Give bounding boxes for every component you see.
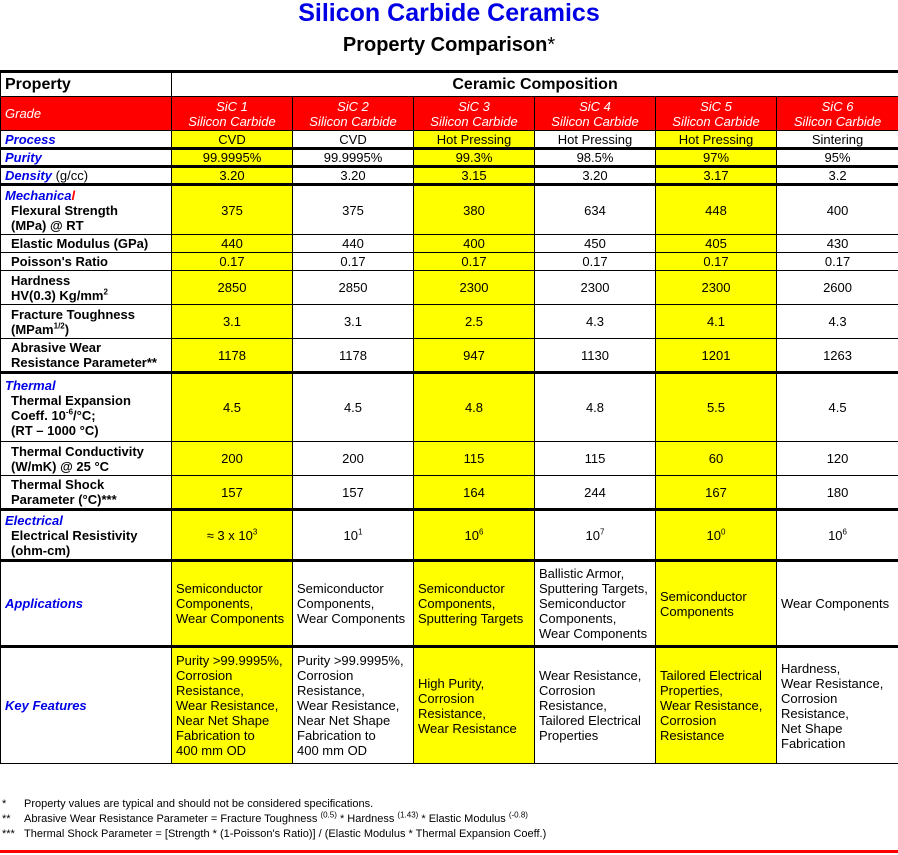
grade-cell	[414, 97, 535, 131]
subtitle-text: Property Comparison	[342, 34, 548, 56]
features-label: Key Features	[5, 698, 87, 713]
footnote-sup: (-0.8)	[508, 810, 528, 820]
fracture-label-2-sup: 1/2	[53, 321, 65, 331]
shock-label-1: Thermal Shock	[11, 477, 105, 492]
footnote-sup: (1.43)	[397, 810, 419, 820]
cell-line: Tailored Electrical	[660, 668, 762, 683]
resistivity-exp: 0	[721, 527, 726, 537]
header-composition: Ceramic Composition	[172, 72, 898, 97]
value-cell: 947	[414, 339, 535, 373]
footnote-mark: ***	[2, 828, 15, 840]
value-cell: 4.5	[172, 373, 293, 442]
cell-line: Properties,	[660, 683, 723, 698]
cell-line: Sputtering Targets,	[539, 581, 648, 596]
value-cell: 4.3	[535, 305, 656, 339]
grade-sub: Silicon Carbide	[188, 113, 276, 129]
value-cell: 1178	[293, 339, 414, 373]
resistivity-base: ≈ 3 x 10	[206, 527, 253, 543]
grade-name: SiC 5	[700, 98, 732, 114]
value-cell: 448	[656, 185, 777, 235]
grade-sub: Silicon Carbide	[551, 113, 639, 129]
value-cell: 375	[293, 185, 414, 235]
value-cell: 1201	[656, 339, 777, 373]
resistivity-base: 10	[585, 527, 600, 543]
value-cell: 450	[535, 235, 656, 253]
grade-sub: Silicon Carbide	[793, 113, 882, 129]
hardness-label-1: Hardness	[11, 272, 71, 288]
grade-label: Grade	[1, 97, 172, 131]
cell-line: Ballistic Armor,	[539, 566, 625, 581]
footnote-text: * Hardness	[336, 813, 398, 825]
cell-line: Sputtering Targets	[418, 611, 524, 626]
grade-name: SiC 1	[216, 98, 248, 114]
value-cell: 0.17	[535, 253, 656, 271]
resistivity-label-1: Electrical Resistivity	[11, 527, 138, 543]
hardness-label-2-sup: 2	[103, 287, 108, 297]
grade-name: SiC 2	[337, 98, 369, 114]
features-cell	[535, 647, 656, 764]
mechanical-section-text: Mechanica	[5, 187, 72, 203]
cell-line: Properties	[539, 728, 599, 743]
applications-cell	[293, 561, 414, 647]
value-cell: 99.9995%	[293, 149, 414, 167]
cell-line: Semiconductor	[418, 581, 505, 596]
value-cell: 5.5	[656, 373, 777, 442]
value-cell: Hot Pressing	[535, 131, 656, 149]
cell-line: Net Shape	[781, 720, 843, 736]
value-cell	[293, 510, 414, 561]
header-row	[1, 72, 898, 97]
cell-line: Components,	[176, 596, 254, 611]
thermal-section-label: Thermal	[5, 377, 56, 393]
footnote-text: Abrasive Wear Resistance Parameter = Fracture Toughness	[24, 813, 321, 825]
cell-line: Corrosion	[539, 683, 596, 698]
cell-line: Purity >99.9995%,	[176, 653, 283, 668]
cell-line: Corrosion	[418, 690, 475, 706]
footnote-2	[2, 812, 896, 827]
value-cell: 180	[777, 476, 898, 510]
grade-cell	[656, 97, 777, 131]
conductivity-label-cell	[1, 442, 172, 476]
grade-name: SiC 3	[458, 98, 490, 114]
footnote-mark: **	[2, 813, 11, 825]
features-cell	[172, 647, 293, 764]
cell-line: Wear Components	[297, 611, 406, 626]
cell-line: Corrosion	[176, 668, 233, 683]
value-cell: 3.1	[293, 305, 414, 339]
resistivity-base: 10	[464, 527, 479, 543]
cell-line: Tailored Electrical	[539, 713, 641, 728]
page-title: Silicon Carbide Ceramics	[298, 0, 600, 27]
value-cell: 99.9995%	[172, 149, 293, 167]
value-cell: 1263	[777, 339, 898, 373]
value-cell: 400	[414, 235, 535, 253]
poisson-label: Poisson's Ratio	[11, 254, 108, 269]
resistivity-exp: 6	[842, 527, 847, 537]
cell-line: Corrosion	[297, 668, 354, 683]
mechanical-section-label	[5, 188, 167, 203]
property-table	[0, 70, 898, 764]
bottom-rule	[0, 850, 898, 853]
expansion-label-2	[5, 408, 167, 423]
applications-cell	[172, 561, 293, 647]
applications-label-cell	[1, 561, 172, 647]
expansion-row	[1, 373, 898, 442]
cell-line: 400 mm OD	[176, 743, 247, 758]
value-cell: 4.3	[777, 305, 898, 339]
value-cell: 4.5	[777, 373, 898, 442]
flexural-row	[1, 185, 898, 235]
cell-line: Wear Components	[539, 626, 648, 641]
grade-name: SiC 4	[579, 98, 611, 114]
value-cell: CVD	[293, 131, 414, 149]
conductivity-label-2: (W/mK) @ 25 °C	[11, 458, 110, 474]
value-cell: 99.3%	[414, 149, 535, 167]
poisson-row	[1, 253, 898, 271]
value-cell: 3.2	[777, 167, 898, 185]
cell-line: Semiconductor	[297, 581, 384, 596]
shock-row	[1, 476, 898, 510]
value-cell: 4.5	[293, 373, 414, 442]
cell-line: Purity >99.9995%,	[297, 653, 404, 668]
value-cell: 97%	[656, 149, 777, 167]
applications-cell	[535, 561, 656, 647]
subtitle-mark: *	[547, 34, 556, 56]
value-cell: 167	[656, 476, 777, 510]
grade-sub: Silicon Carbide	[430, 113, 518, 129]
abrasive-label-1: Abrasive Wear	[11, 340, 102, 355]
purity-label: Purity	[1, 149, 172, 167]
cell-line: Resistance,	[539, 698, 607, 713]
electrical-row	[1, 510, 898, 561]
hardness-label-2-text: HV(0.3) Kg/mm	[11, 287, 104, 303]
density-unit: (g/cc)	[51, 168, 89, 183]
value-cell: 60	[656, 442, 777, 476]
cell-line: Resistance,	[176, 683, 244, 698]
grade-sub: Silicon Carbide	[309, 113, 397, 129]
value-cell: Hot Pressing	[414, 131, 535, 149]
expansion-label-3: (RT – 1000 °C)	[11, 422, 99, 438]
value-cell	[535, 510, 656, 561]
expansion-label-2-end: /°C;	[73, 407, 96, 423]
footnotes	[2, 797, 896, 842]
cell-line: Fabrication to	[297, 728, 376, 743]
applications-label: Applications	[5, 596, 84, 611]
process-label: Process	[1, 131, 172, 149]
cell-line: Corrosion	[781, 690, 838, 706]
grade-cell	[777, 97, 898, 131]
resistivity-exp: 7	[600, 527, 605, 537]
value-cell: 2600	[777, 271, 898, 305]
electrical-label-cell	[1, 510, 172, 561]
resistivity-base: 10	[343, 527, 358, 543]
cell-line: Wear Resistance,	[660, 698, 763, 713]
applications-row	[1, 561, 898, 647]
cell-line: Near Net Shape	[176, 713, 270, 728]
cell-line: Semiconductor	[539, 596, 626, 611]
value-cell: 157	[172, 476, 293, 510]
cell-line: Wear Resistance,	[297, 698, 400, 713]
features-cell	[293, 647, 414, 764]
cell-line: Resistance,	[297, 683, 365, 698]
footnote-text: Thermal Shock Parameter = [Strength * (1-Poisson's Ratio)] / (Elastic Modulus * Thermal Expansion Coeff.)	[24, 828, 547, 840]
expansion-label-1: Thermal Expansion	[11, 392, 131, 408]
hardness-label-cell	[1, 271, 172, 305]
process-row	[1, 131, 898, 149]
footnote-text: * Elastic Modulus	[418, 813, 509, 825]
abrasive-label-cell	[1, 339, 172, 373]
cell-line: Semiconductor	[660, 588, 747, 604]
cell-line: Fabrication to	[176, 728, 255, 743]
value-cell: 4.1	[656, 305, 777, 339]
fracture-label-1: Fracture Toughness	[11, 306, 136, 322]
poisson-label-cell	[1, 253, 172, 271]
hardness-label-2	[5, 288, 167, 303]
value-cell: 0.17	[172, 253, 293, 271]
value-cell: 157	[293, 476, 414, 510]
cell-line: Fabrication	[781, 735, 846, 751]
features-cell	[414, 647, 535, 764]
value-cell: 375	[172, 185, 293, 235]
expansion-label-cell	[1, 373, 172, 442]
cell-line: Resistance	[660, 728, 725, 743]
value-cell: Hot Pressing	[656, 131, 777, 149]
abrasive-row	[1, 339, 898, 373]
value-cell: 115	[414, 442, 535, 476]
value-cell: CVD	[172, 131, 293, 149]
value-cell: 3.17	[656, 167, 777, 185]
value-cell: 3.20	[172, 167, 293, 185]
value-cell: 0.17	[656, 253, 777, 271]
value-cell: 2850	[293, 271, 414, 305]
features-label-cell	[1, 647, 172, 764]
value-cell: 0.17	[414, 253, 535, 271]
expansion-label-2-sup: -6	[65, 407, 74, 417]
value-cell: 2300	[414, 271, 535, 305]
value-cell: 1130	[535, 339, 656, 373]
footnote-3	[2, 827, 896, 842]
cell-line: 400 mm OD	[297, 743, 368, 758]
resistivity-label-2: (ohm-cm)	[11, 542, 71, 558]
purity-row	[1, 149, 898, 167]
page-subtitle	[0, 33, 898, 57]
cell-line: Resistance,	[781, 705, 849, 721]
value-cell: 4.8	[414, 373, 535, 442]
fracture-label-2-end: )	[64, 321, 70, 337]
header-property: Property	[1, 72, 172, 97]
value-cell: 2850	[172, 271, 293, 305]
value-cell: 2.5	[414, 305, 535, 339]
value-cell: 200	[293, 442, 414, 476]
cell-line: Wear Resistance,	[781, 675, 884, 691]
elastic-label: Elastic Modulus (GPa)	[11, 236, 149, 251]
value-cell: 95%	[777, 149, 898, 167]
hardness-row	[1, 271, 898, 305]
value-cell: 164	[414, 476, 535, 510]
cell-line: Wear Components	[176, 611, 285, 626]
value-cell: 3.20	[535, 167, 656, 185]
value-cell: 405	[656, 235, 777, 253]
footnote-sup: (0.5)	[320, 810, 337, 820]
density-row	[1, 167, 898, 185]
cell-line: Semiconductor	[176, 581, 263, 596]
value-cell: 380	[414, 185, 535, 235]
flexural-label-1: Flexural Strength	[11, 202, 118, 218]
cell-line: Near Net Shape	[297, 713, 391, 728]
value-cell: 3.20	[293, 167, 414, 185]
fracture-label-2-text: (MPam	[11, 321, 54, 337]
features-cell	[656, 647, 777, 764]
value-cell	[414, 510, 535, 561]
cell-line: Components,	[418, 596, 496, 611]
elastic-row	[1, 235, 898, 253]
value-cell: 2300	[535, 271, 656, 305]
electrical-section-label: Electrical	[5, 512, 63, 528]
value-cell: 440	[293, 235, 414, 253]
fracture-label-2	[5, 322, 167, 337]
value-cell: 440	[172, 235, 293, 253]
value-cell	[777, 510, 898, 561]
value-cell: 3.1	[172, 305, 293, 339]
shock-label-2: Parameter (°C)***	[11, 492, 117, 507]
features-cell	[777, 647, 898, 764]
grade-row	[1, 97, 898, 131]
shock-label-cell	[1, 476, 172, 510]
value-cell	[656, 510, 777, 561]
cell-line: Wear Components	[781, 596, 890, 611]
grade-cell	[172, 97, 293, 131]
value-cell: 0.17	[777, 253, 898, 271]
resistivity-exp: 1	[358, 527, 363, 537]
footnote-1	[2, 797, 896, 812]
cell-line: Resistance,	[418, 705, 486, 721]
cell-line: Components	[660, 603, 734, 619]
fracture-row	[1, 305, 898, 339]
applications-cell	[414, 561, 535, 647]
grade-name: SiC 6	[821, 98, 854, 114]
footnote-mark: *	[2, 798, 7, 810]
cell-line: Hardness,	[781, 660, 841, 676]
flexural-label-2: (MPa) @ RT	[11, 217, 84, 233]
value-cell: 244	[535, 476, 656, 510]
conductivity-row	[1, 442, 898, 476]
cell-line: Wear Resistance,	[176, 698, 279, 713]
value-cell: 115	[535, 442, 656, 476]
value-cell: 120	[777, 442, 898, 476]
value-cell: 400	[777, 185, 898, 235]
value-cell: 1178	[172, 339, 293, 373]
applications-cell	[656, 561, 777, 647]
value-cell: 200	[172, 442, 293, 476]
resistivity-base: 10	[706, 527, 721, 543]
cell-line: Components,	[539, 611, 617, 626]
cell-line: Wear Resistance,	[539, 668, 642, 683]
value-cell: Sintering	[777, 131, 898, 149]
mechanical-section-end: l	[71, 187, 76, 203]
value-cell: 430	[777, 235, 898, 253]
density-label: Density	[5, 168, 52, 183]
value-cell	[172, 510, 293, 561]
value-cell: 2300	[656, 271, 777, 305]
density-label-cell	[1, 167, 172, 185]
resistivity-exp: 6	[479, 527, 484, 537]
footnote-text: Property values are typical and should not be considered specifications.	[24, 798, 374, 810]
abrasive-label-2: Resistance Parameter**	[11, 355, 157, 370]
value-cell: 3.15	[414, 167, 535, 185]
flexural-label-cell	[1, 185, 172, 235]
cell-line: Components,	[297, 596, 375, 611]
expansion-label-2-text: Coeff. 10	[11, 407, 66, 423]
conductivity-label-1: Thermal Conductivity	[11, 443, 144, 459]
features-row	[1, 647, 898, 764]
value-cell: 0.17	[293, 253, 414, 271]
value-cell: 634	[535, 185, 656, 235]
value-cell: 4.8	[535, 373, 656, 442]
elastic-label-cell	[1, 235, 172, 253]
cell-line: Wear Resistance	[418, 720, 517, 736]
value-cell: 98.5%	[535, 149, 656, 167]
grade-sub: Silicon Carbide	[672, 113, 760, 129]
applications-cell	[777, 561, 898, 647]
cell-line: Corrosion	[660, 713, 717, 728]
fracture-label-cell	[1, 305, 172, 339]
cell-line: High Purity,	[418, 675, 485, 691]
grade-cell	[293, 97, 414, 131]
grade-cell	[535, 97, 656, 131]
resistivity-base: 10	[828, 527, 843, 543]
resistivity-exp: 3	[252, 527, 258, 537]
